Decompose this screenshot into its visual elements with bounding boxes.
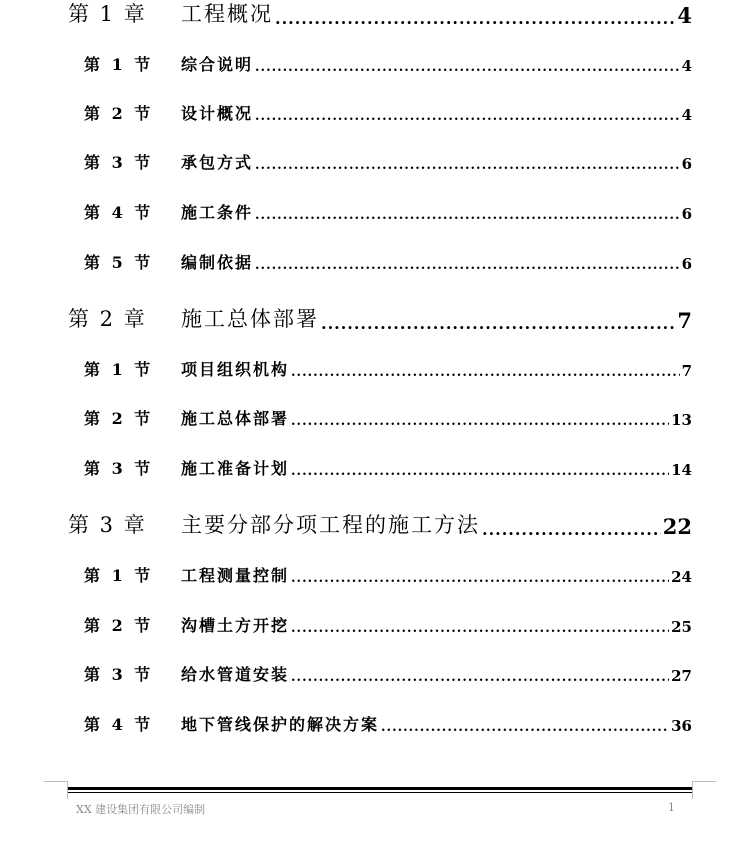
toc-leader-dots	[275, 9, 675, 28]
toc-entry[interactable]	[0, 2, 730, 28]
toc-entry[interactable]	[0, 616, 730, 636]
toc-entry[interactable]	[0, 459, 730, 479]
footer-page-number: 1	[668, 801, 675, 814]
toc-entry[interactable]	[0, 253, 730, 273]
toc-section-number: 第 2 节	[84, 616, 154, 635]
toc-page-number: 22	[662, 514, 692, 539]
crop-mark	[692, 781, 716, 782]
toc-section-number: 第 1 节	[84, 360, 154, 379]
toc-entry-title: 编制依据	[181, 253, 254, 272]
toc-page-number: 13	[671, 411, 692, 429]
toc-entry[interactable]	[0, 55, 730, 75]
toc-leader-dots	[255, 208, 680, 223]
toc-entry-title: 项目组织机构	[181, 360, 290, 379]
toc-leader-dots	[291, 365, 680, 380]
footer-divider	[68, 792, 692, 793]
footer-company: XX 建设集团有限公司编制	[76, 803, 206, 816]
toc-entry[interactable]	[0, 409, 730, 429]
toc-page-number: 4	[677, 3, 692, 28]
toc-leader-dots	[255, 258, 680, 273]
crop-mark	[692, 781, 693, 799]
toc-section-number: 第 4 节	[84, 715, 154, 734]
toc-entry-title: 给水管道安装	[181, 665, 290, 684]
toc-leader-dots	[321, 314, 675, 333]
toc-entry[interactable]	[0, 203, 730, 223]
toc-entry-title: 施工条件	[181, 203, 254, 222]
crop-mark	[44, 781, 68, 782]
toc-entry-title: 施工总体部署	[181, 307, 319, 331]
toc-entry[interactable]	[0, 307, 730, 333]
toc-section-number: 第 5 节	[84, 253, 154, 272]
toc-page-number: 24	[671, 568, 692, 586]
toc-page-number: 6	[681, 255, 692, 273]
toc-entry-title: 综合说明	[181, 55, 254, 74]
toc-entry-title: 主要分部分项工程的施工方法	[181, 513, 480, 537]
toc-entry[interactable]	[0, 566, 730, 586]
toc-entry-title: 施工总体部署	[181, 409, 290, 428]
toc-leader-dots	[255, 109, 680, 124]
toc-leader-dots	[291, 621, 669, 636]
toc-section-number: 第 3 节	[84, 459, 154, 478]
toc-leader-dots	[381, 720, 669, 735]
toc-page-number: 7	[681, 362, 692, 380]
toc-page-number: 6	[681, 155, 692, 173]
toc-page-number: 27	[671, 667, 692, 685]
toc-page-number: 25	[671, 618, 692, 636]
toc-entry[interactable]	[0, 513, 730, 539]
toc-page-number: 14	[671, 461, 692, 479]
toc-section-number: 第 2 节	[84, 409, 154, 428]
toc-entry-title: 施工准备计划	[181, 459, 290, 478]
toc-entry-title: 工程测量控制	[181, 566, 290, 585]
toc-section-number: 第 1 节	[84, 566, 154, 585]
toc-entry-title: 工程概况	[181, 2, 273, 26]
toc-chapter-number: 第 3 章	[68, 513, 147, 537]
toc-chapter-number: 第 2 章	[68, 307, 147, 331]
toc-leader-dots	[255, 158, 680, 173]
toc-entry[interactable]	[0, 665, 730, 685]
toc-leader-dots	[291, 414, 669, 429]
toc-entry[interactable]	[0, 360, 730, 380]
toc-entry[interactable]	[0, 715, 730, 735]
footer-divider	[68, 787, 692, 790]
toc-page-number: 7	[677, 308, 692, 333]
toc-leader-dots	[482, 520, 661, 539]
toc-section-number: 第 3 节	[84, 665, 154, 684]
toc-section-number: 第 4 节	[84, 203, 154, 222]
toc-entry[interactable]	[0, 104, 730, 124]
toc-leader-dots	[291, 464, 669, 479]
toc-page-number: 36	[671, 717, 692, 735]
toc-entry-title: 沟槽土方开挖	[181, 616, 290, 635]
toc-page-number: 4	[681, 57, 692, 75]
toc-page-number: 6	[681, 205, 692, 223]
toc-entry-title: 设计概况	[181, 104, 254, 123]
crop-mark	[67, 781, 68, 799]
toc-chapter-number: 第 1 章	[68, 2, 147, 26]
toc-entry-title: 地下管线保护的解决方案	[181, 715, 380, 734]
toc-leader-dots	[291, 571, 669, 586]
toc-page-number: 4	[681, 106, 692, 124]
toc-section-number: 第 1 节	[84, 55, 154, 74]
toc-entry-title: 承包方式	[181, 153, 254, 172]
toc-leader-dots	[255, 60, 680, 75]
toc-leader-dots	[291, 670, 669, 685]
toc-entry[interactable]	[0, 153, 730, 173]
toc-section-number: 第 3 节	[84, 153, 154, 172]
toc-section-number: 第 2 节	[84, 104, 154, 123]
